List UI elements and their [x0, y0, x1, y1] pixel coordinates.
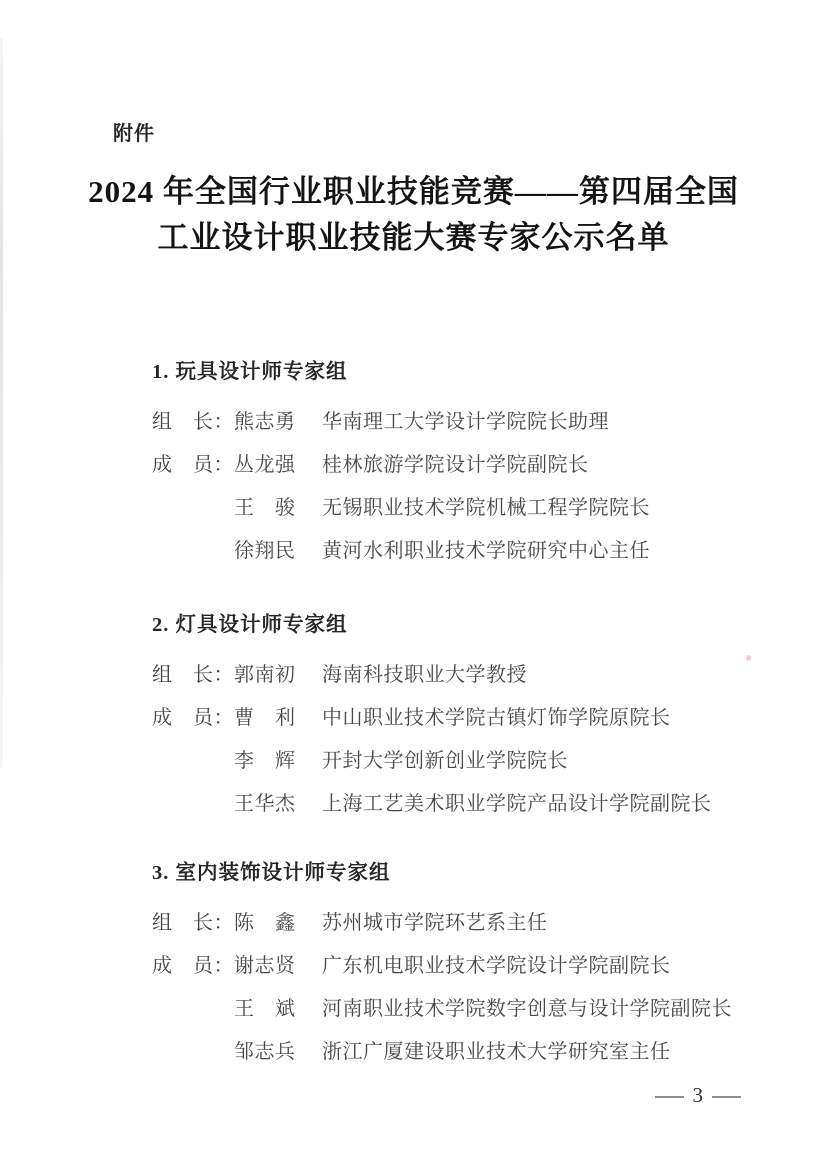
expert-group-lamp-designers: [152, 613, 792, 835]
expert-row: [152, 1040, 792, 1064]
expert-name: 丛龙强: [234, 454, 296, 476]
role-label: 成 员：: [152, 707, 234, 729]
role-label: 组 长：: [152, 411, 234, 433]
expert-row: [152, 749, 792, 773]
expert-name: 王 斌: [234, 998, 296, 1020]
expert-affiliation: 上海工艺美术职业学院产品设计学院副院长: [322, 793, 712, 815]
expert-name: 李 辉: [234, 750, 296, 772]
expert-name: 陈 鑫: [234, 912, 296, 934]
scan-edge-artifact: [0, 38, 3, 768]
role-label: 组 长：: [152, 912, 234, 934]
expert-row: [152, 954, 792, 978]
page-number: 3: [692, 1083, 703, 1107]
expert-affiliation: 广东机电职业技术学院设计学院副院长: [322, 955, 671, 977]
expert-name: 王 骏: [234, 497, 296, 519]
expert-row: [152, 792, 792, 816]
document-title: [0, 169, 827, 261]
expert-name: 郭南初: [234, 664, 296, 686]
document-title-line1: 2024 年全国行业职业技能竞赛——第四届全国: [88, 174, 739, 209]
role-label: 成 员：: [152, 454, 234, 476]
expert-affiliation: 河南职业技术学院数字创意与设计学院副院长: [322, 998, 732, 1020]
document-title-line2: 工业设计职业技能大赛专家公示名单: [157, 220, 670, 255]
expert-name: 徐翔民: [234, 540, 296, 562]
expert-row: [152, 539, 792, 563]
expert-name: 熊志勇: [234, 411, 296, 433]
expert-row: [152, 997, 792, 1021]
expert-row: [152, 911, 792, 935]
expert-name: 曹 利: [234, 707, 296, 729]
expert-group-toy-designers: [152, 360, 792, 582]
footer-dash-right: [712, 1096, 741, 1098]
group-heading: 3. 室内装饰设计师专家组: [152, 862, 391, 884]
expert-row: [152, 410, 792, 434]
expert-affiliation: 华南理工大学设计学院院长助理: [322, 411, 609, 433]
expert-row: [152, 496, 792, 520]
expert-affiliation: 浙江广厦建设职业技术大学研究室主任: [322, 1041, 671, 1063]
page-footer: [655, 1083, 742, 1110]
expert-affiliation: 桂林旅游学院设计学院副院长: [322, 454, 589, 476]
expert-name: 邹志兵: [234, 1041, 296, 1063]
expert-row: [152, 663, 792, 687]
expert-affiliation: 无锡职业技术学院机械工程学院院长: [322, 497, 650, 519]
expert-row: [152, 453, 792, 477]
expert-affiliation: 开封大学创新创业学院院长: [322, 750, 568, 772]
expert-group-interior-designers: [152, 861, 792, 1083]
attachment-label: 附件: [113, 123, 155, 145]
role-label: 成 员：: [152, 955, 234, 977]
footer-dash-left: [655, 1096, 684, 1098]
expert-affiliation: 中山职业技术学院古镇灯饰学院原院长: [322, 707, 671, 729]
expert-row: [152, 706, 792, 730]
group-heading: 1. 玩具设计师专家组: [152, 361, 348, 383]
expert-affiliation: 黄河水利职业技术学院研究中心主任: [322, 540, 650, 562]
group-heading: 2. 灯具设计师专家组: [152, 614, 348, 636]
expert-name: 王华杰: [234, 793, 296, 815]
expert-affiliation: 海南科技职业大学教授: [322, 664, 527, 686]
role-label: 组 长：: [152, 664, 234, 686]
expert-affiliation: 苏州城市学院环艺系主任: [322, 912, 548, 934]
expert-name: 谢志贤: [234, 955, 296, 977]
